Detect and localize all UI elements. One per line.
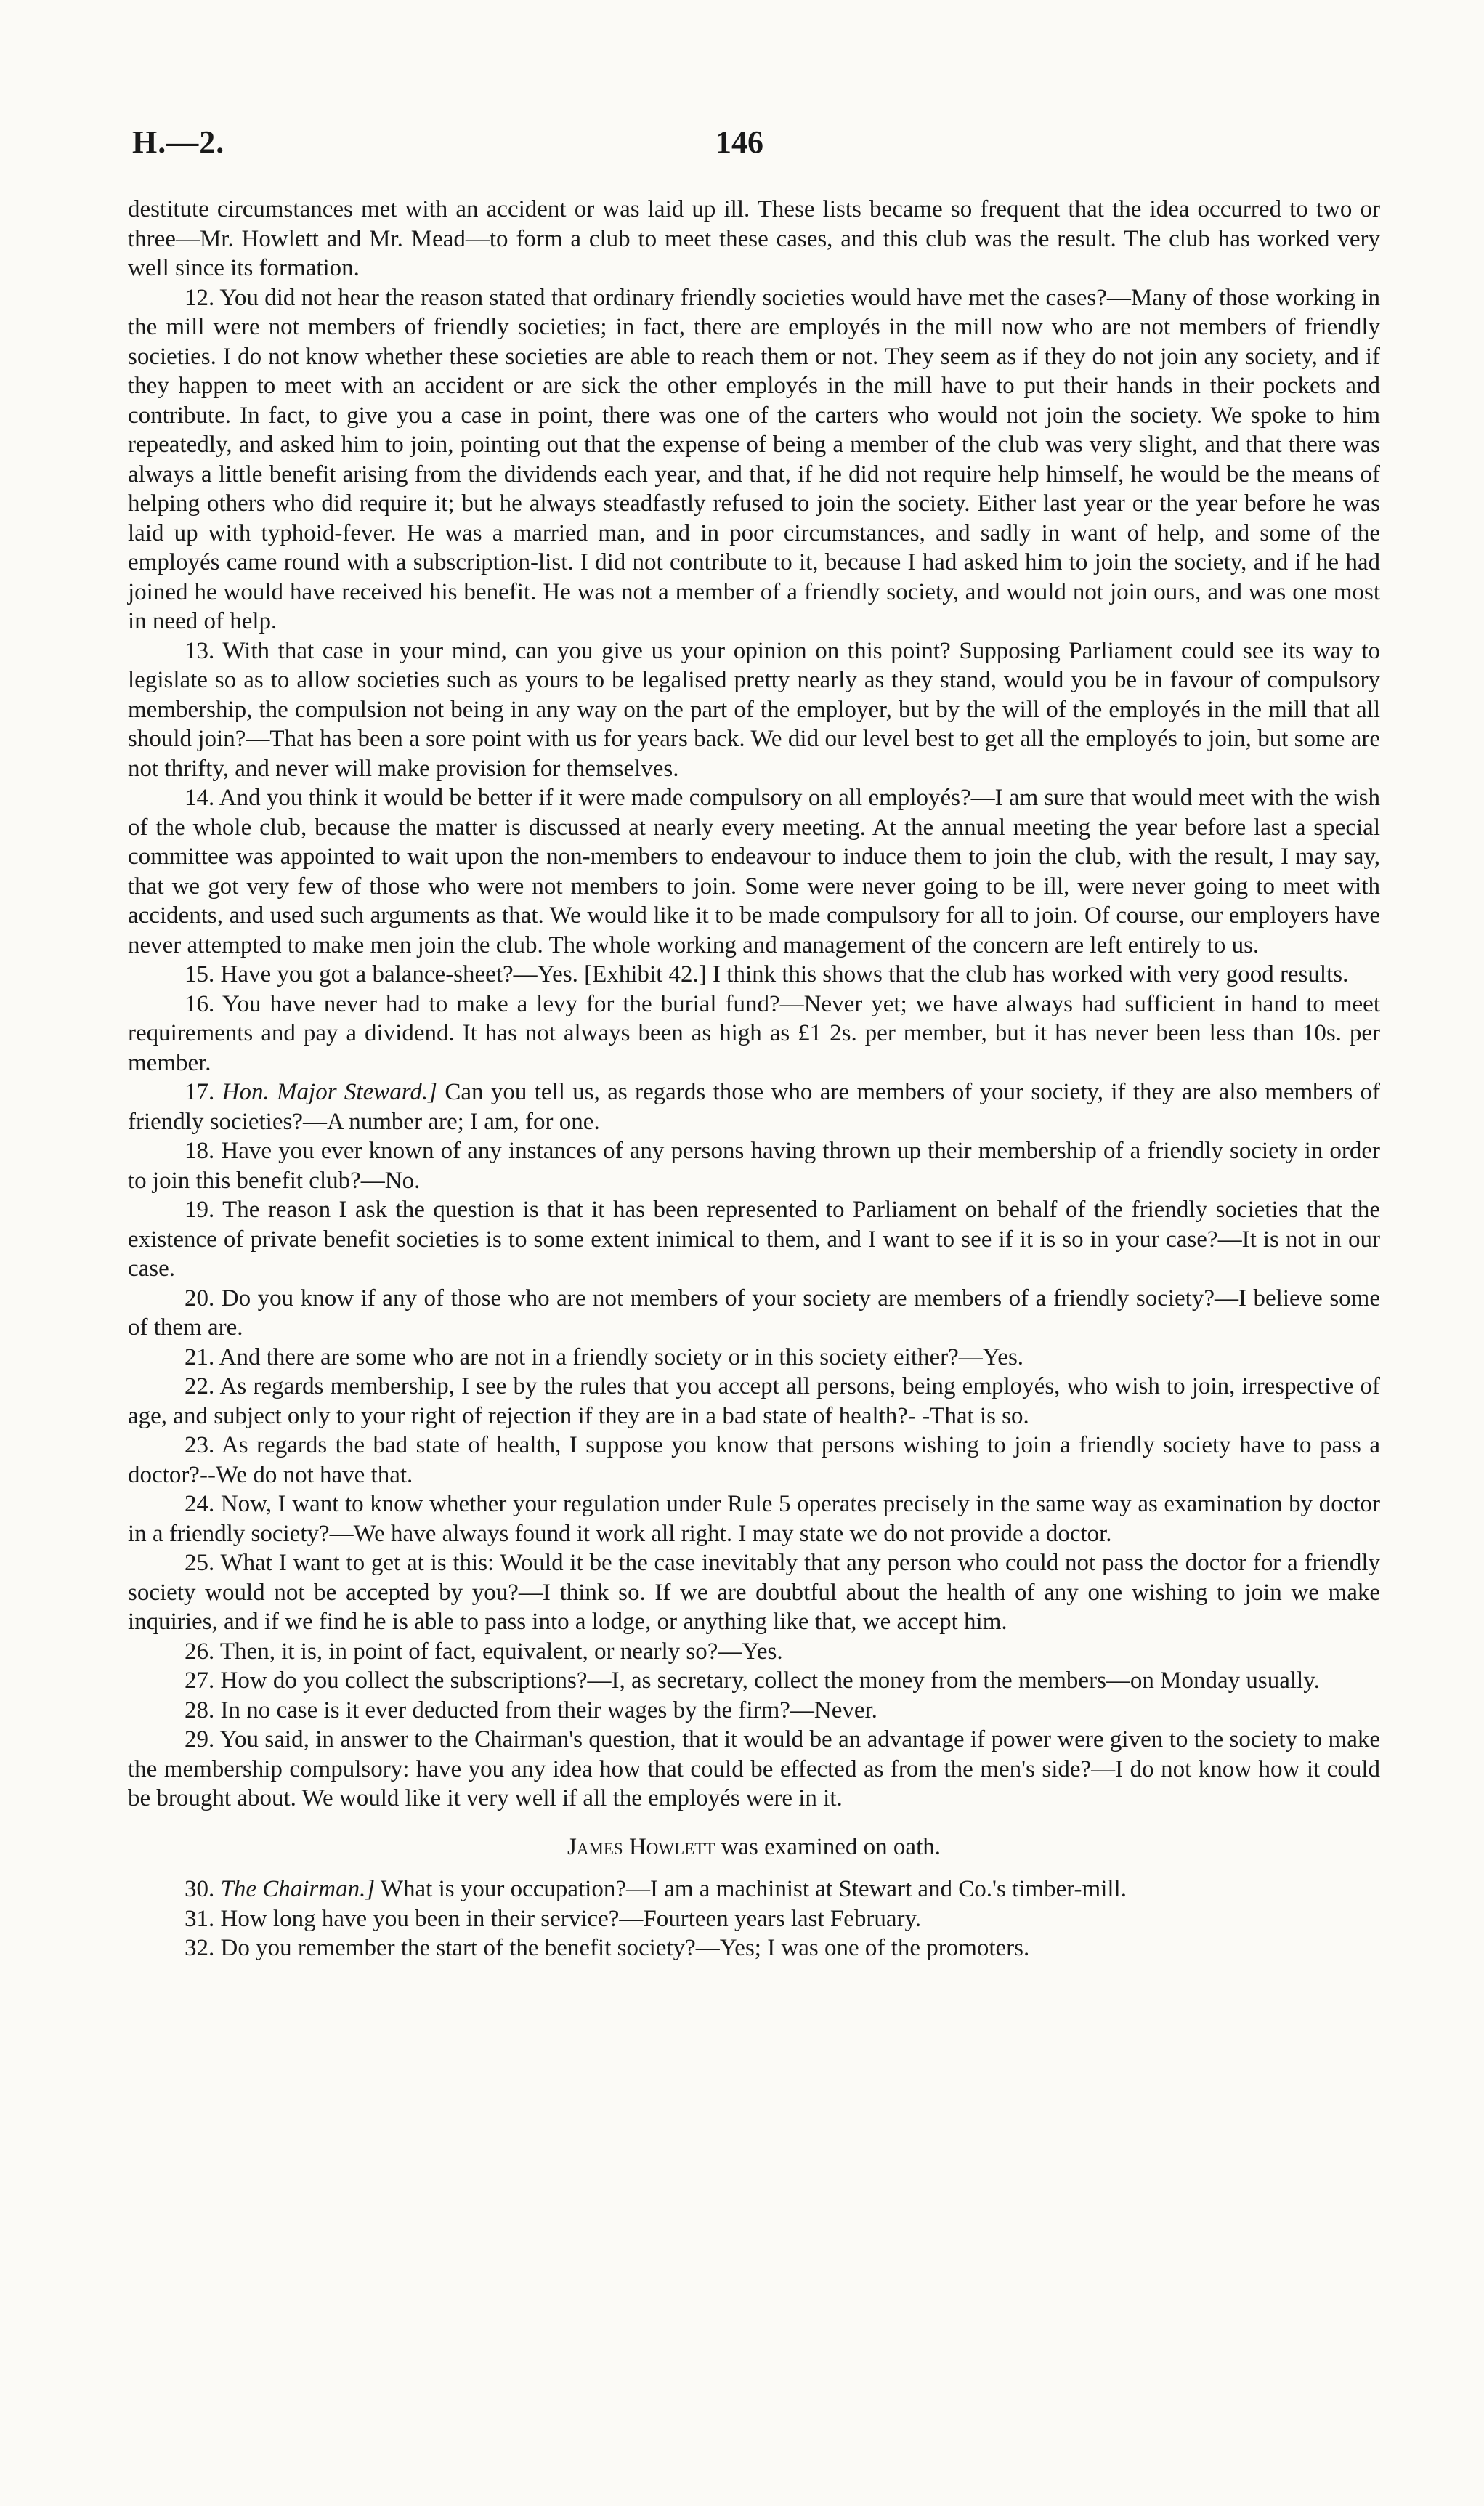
question-16: 16. You have never had to make a levy for the burial fund?—Never yet; we have always had sufficient in hand to meet requirements and pay a dividend. It has not always been as high as £1 2s. per member, but it has never been less than 10s. per member. [128, 990, 1380, 1076]
question-29: 29. You said, in answer to the Chairman's question, that it would be an advantage if power were given to the society to make the membership compulsory: have you any idea how that could be effected as from the men's side?—I do not know how it could be brought about. We would like it very well if all the employés were in it. [128, 1726, 1380, 1811]
question-28: 28. In no case is it ever deducted from their wages by the firm?—Never. [185, 1697, 877, 1723]
question-30 [128, 1875, 1380, 1904]
page-number: 146 [715, 124, 763, 160]
testimony-body [128, 195, 1380, 1963]
question-18: 18. Have you ever known of any instances of any persons having thrown up their membership of a friendly society in order to join this benefit club?—No. [128, 1138, 1380, 1194]
question-30-speaker: The Chairman.] [220, 1876, 376, 1902]
question-17-text: Can you tell us, as regards those who are members of your society, if they are also members of friendly societies?—A number are; I am, for one. [128, 1079, 1381, 1135]
question-23: 23. As regards the bad state of health, I suppose you know that persons wishing to join a friendly society have to pass a doctor?--We do not have that. [128, 1432, 1380, 1488]
continued-paragraph: destitute circumstances met with an accident or was laid up ill. These lists became so frequent that the idea occurred to two or three—Mr. Howlett and Mr. Mead—to form a club to meet these cases, and this club was the result. The club has worked very well since its formation. [128, 196, 1380, 281]
question-12: 12. You did not hear the reason stated that ordinary friendly societies would have met the cases?—Many of those working in the mill were not members of friendly societies; in fact, there are employés in the mill now who are not members of friendly societies. I do not know whether these societies are able to reach them or not. They seem as if they do not join any society, and if they happen to meet with an accident or are sick the other employés in the mill have to put their hands in their pockets and contribute. In fact, to give you a case in point, there was one of the carters who would not join the society. We spoke to him repeatedly, and asked him to join, pointing out that the expense of being a member of the club was very slight, and that there was always a little benefit arising from the dividends each year, and that, if he did not require help himself, he would be the means of helping others who did require it; but he always steadfastly refused to join the society. Either last year or the year before he was laid up with typhoid-fever. He was a married man, and in poor circumstances, and sadly in want of help, and some of the employés came round with a subscription-list. I did not contribute to it, because I had asked him to join the society, and if he had joined he would have received his benefit. He was not a member of a friendly society, and would not join ours, and was one most in need of help. [128, 284, 1380, 634]
question-22: 22. As regards membership, I see by the rules that you accept all persons, being employés, who wish to join, irrespective of age, and subject only to your right of rejection if they are in a bad state of health?- -That is so. [128, 1373, 1380, 1429]
witness-name: James Howlett [567, 1833, 715, 1860]
question-19: 19. The reason I ask the question is that it has been represented to Parliament on behalf of the friendly societies that the existence of private benefit societies is to some extent inimical to them, and I want to see if it is so in your case?—It is not in our case. [128, 1197, 1380, 1282]
question-31: 31. How long have you been in their service?—Fourteen years last February. [185, 1905, 922, 1932]
question-13: 13. With that case in your mind, can you give us your opinion on this point? Supposing Parliament could see its way to legislate so as to allow societies such as yours to be legalised pretty nearly as they stand, would you be in favour of compulsory membership, the compulsion not being in any way on the part of the employer, but by the will of the employés in the mill that all should join?—That has been a sore point with us for years back. We did our level best to get all the employés to join, but some are not thrifty, and never will make provision for themselves. [128, 637, 1380, 782]
question-15: 15. Have you got a balance-sheet?—Yes. [Exhibit 42.] I think this shows that the club has worked with very good results. [185, 961, 1349, 987]
question-17-number: 17. [185, 1079, 215, 1105]
question-32: 32. Do you remember the start of the benefit society?—Yes; I was one of the promoters. [185, 1935, 1030, 1961]
witness-note: was examined on oath. [721, 1833, 941, 1860]
question-20: 20. Do you know if any of those who are not members of your society are members of a friendly society?—I believe some of them are. [128, 1285, 1380, 1341]
question-17 [128, 1078, 1380, 1136]
question-24: 24. Now, I want to know whether your regulation under Rule 5 operates precisely in the same way as examination by doctor in a friendly society?—We have always found it work all right. I may state we do not provide a doctor. [128, 1491, 1380, 1547]
question-17-speaker: Hon. Major Steward.] [222, 1079, 437, 1105]
question-26: 26. Then, it is, in point of fact, equivalent, or nearly so?—Yes. [185, 1638, 783, 1665]
question-14: 14. And you think it would be better if it were made compulsory on all employés?—I am sure that would meet with the wish of the whole club, because the matter is discussed at nearly every meeting. At the annual meeting the year before last a special committee was appointed to wait upon the non-members to endeavour to induce them to join the club, with the result, I may say, that we got very few of those who were not members to join. Some were never going to be ill, were never going to meet with accidents, and used such arguments as that. We would like it to be made compulsory for all to join. Of course, our employers have never attempted to make men join the club. The whole working and management of the concern are left entirely to us. [128, 785, 1380, 958]
question-21: 21. And there are some who are not in a friendly society or in this society either?—Yes. [185, 1343, 1024, 1370]
series-reference: H.—2. [132, 124, 225, 160]
witness-heading [128, 1832, 1380, 1862]
question-25: 25. What I want to get at is this: Would it be the case inevitably that any person who could not pass the doctor for a friendly society would not be accepted by you?—I think so. If we are doubtful about the health of any one wishing to join we make inquiries, and if we find he is able to pass into a lodge, or anything like that, we accept him. [128, 1550, 1380, 1635]
question-27: 27. How do you collect the subscriptions?—I, as secretary, collect the money from the members—on Monday usually. [185, 1668, 1320, 1694]
question-30-number: 30. [185, 1876, 215, 1902]
question-30-text: What is your occupation?—I am a machinist at Stewart and Co.'s timber-mill. [380, 1876, 1127, 1902]
